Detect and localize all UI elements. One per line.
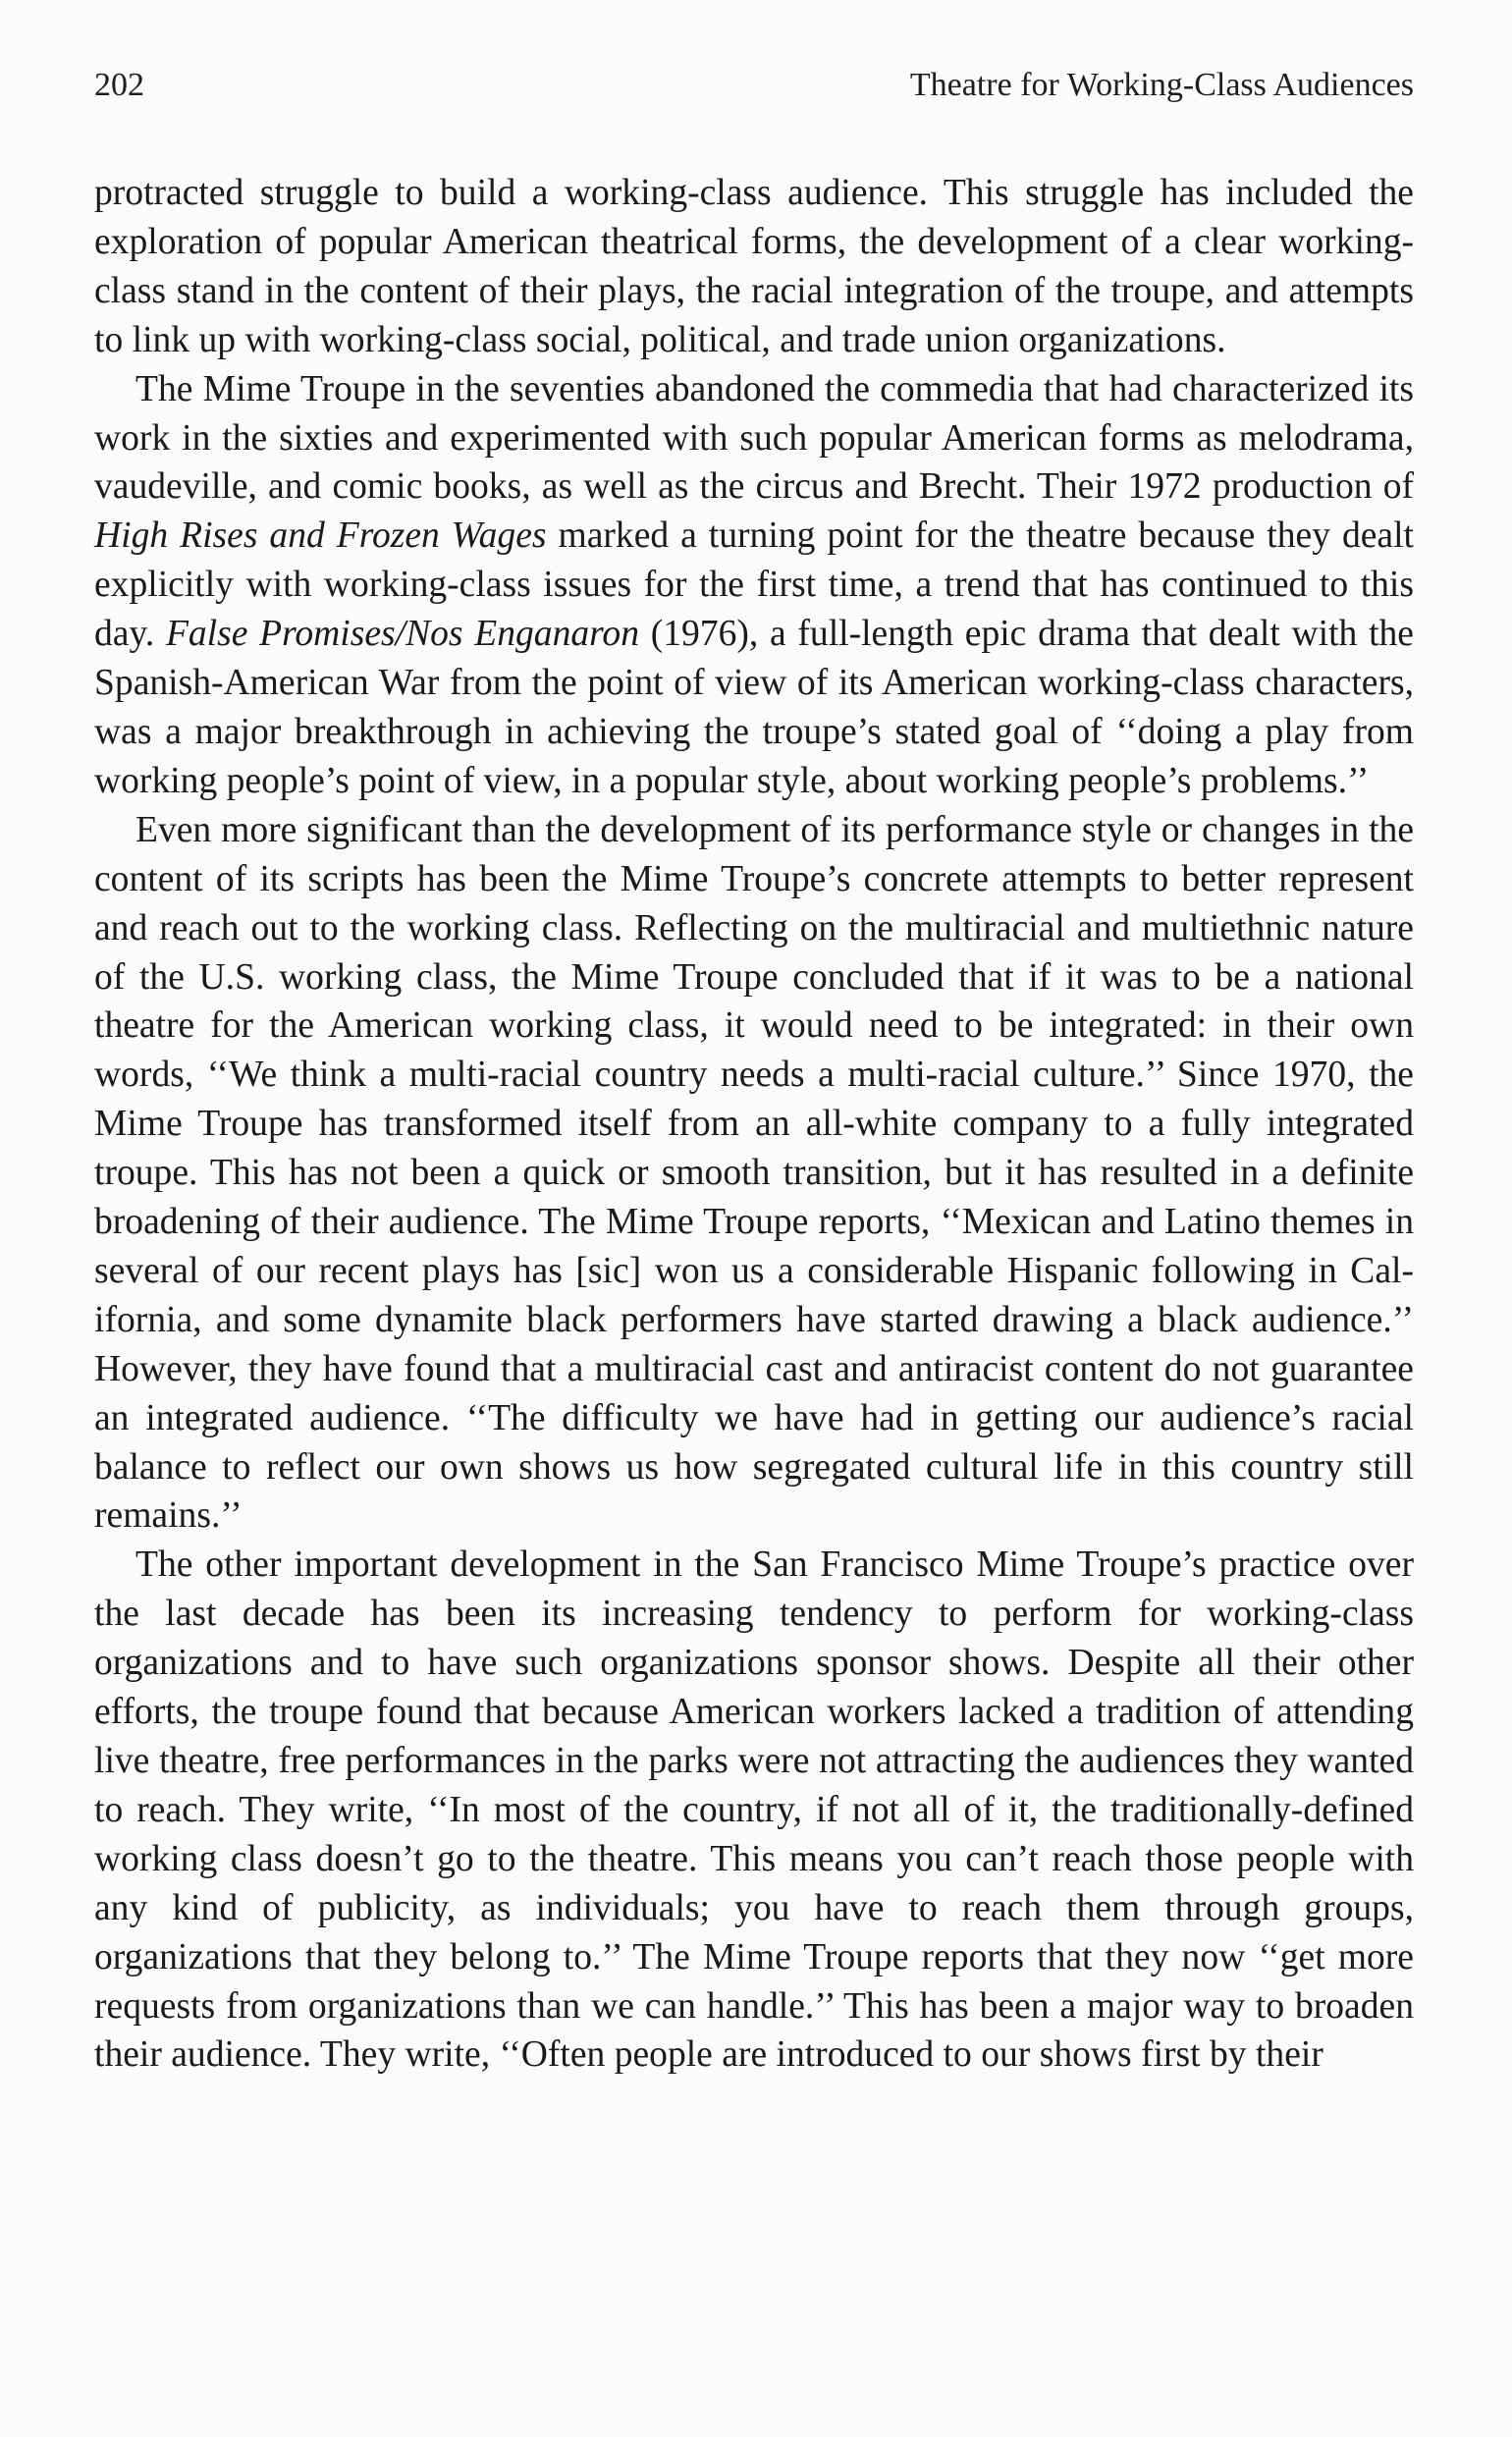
- text-run: marked a turning point for the theatre because they dealt explicitly with working-class issues for the first time, a trend that has continued to this day.: [94, 515, 1414, 655]
- paragraph-4: [94, 1541, 1414, 2080]
- play-title-false-promises: False Promises/Nos Enganaron: [165, 614, 639, 655]
- text-run: protracted struggle to build a working-class audience. This struggle has included the exploration of popular American theatrical forms, the development of a clear working-class stand in the content of their plays, the racial integration of the troupe, and attempts to link up with working-class social, political, and trade union organizations.: [94, 173, 1414, 360]
- body-text: [94, 169, 1414, 2080]
- text-run: Even more significant than the development of its performance style or changes in the content of its scripts has been the Mime Troupe’s concrete attempts to better represent and reach out to the working class. Reflecting on the multiracial and multiethnic nature of the U.S. working class, the Mime Troupe concluded that if it was to be a national theatre for the American working class, it would need to be integrated: in their own words, ‘‘We think a multi-racial country needs a multi-racial culture.’’ Since 1970, the Mime Troupe has transformed itself from an all-white company to a fully integrated troupe. This has not been a quick or smooth transition, but it has resulted in a definite broadening of their audience. The Mime Troupe reports, ‘‘Mexican and Latino themes in several of our recent plays has [sic] won us a considerable Hispanic following in California, and some dynamite black performers have started drawing a black audience.’’ However, they have found that a multiracial cast and antiracist content do not guarantee an integrated audience. ‘‘The difficulty we have had in getting our audience’s racial balance to reflect our own shows us how segregated cultural life in this country still remains.’’: [94, 809, 1414, 1537]
- page-number: 202: [94, 67, 144, 103]
- paragraph-3: [94, 806, 1414, 1542]
- text-run: The other important development in the San Francisco Mime Troupe’s practice over the last decade has been its increasing tendency to perform for working-class organizations and to have such organizations sponsor shows. Despite all their other efforts, the troupe found that because American workers lacked a tradition of attending live theatre, free performances in the parks were not attracting the audiences they wanted to reach. They write, ‘‘In most of the country, if not all of it, the traditionally-defined working class doesn’t go to the theatre. This means you can’t reach those people with any kind of publicity, as individuals; you have to reach them through groups, organizations that they belong to.’’ The Mime Troupe reports that they now ‘‘get more requests from organizations than we can handle.’’ This has been a major way to broaden their audience. They write, ‘‘Often people are introduced to our shows first by their: [94, 1544, 1414, 2076]
- text-run: The Mime Troupe in the seventies abandoned the commedia that had characterized its work in the sixties and experimented with such popular American forms as melodrama, vaudeville, and comic books, as well as the circus and Brecht. Their 1972 production of: [94, 368, 1414, 508]
- running-title: Theatre for Working-Class Audiences: [909, 67, 1414, 103]
- paragraph-1: [94, 169, 1414, 365]
- text-run: (1976), a full-length epic drama that dealt with the Spanish-American War from the point of view of its American working-class characters, was a major breakthrough in achieving the troupe’s stated goal of ‘‘doing a play from working people’s point of view, in a popular style, about working people’s problems.’’: [94, 614, 1414, 801]
- running-header: [94, 67, 1414, 116]
- play-title-high-rises: High Rises and Frozen Wages: [94, 515, 547, 557]
- paragraph-2: [94, 365, 1414, 806]
